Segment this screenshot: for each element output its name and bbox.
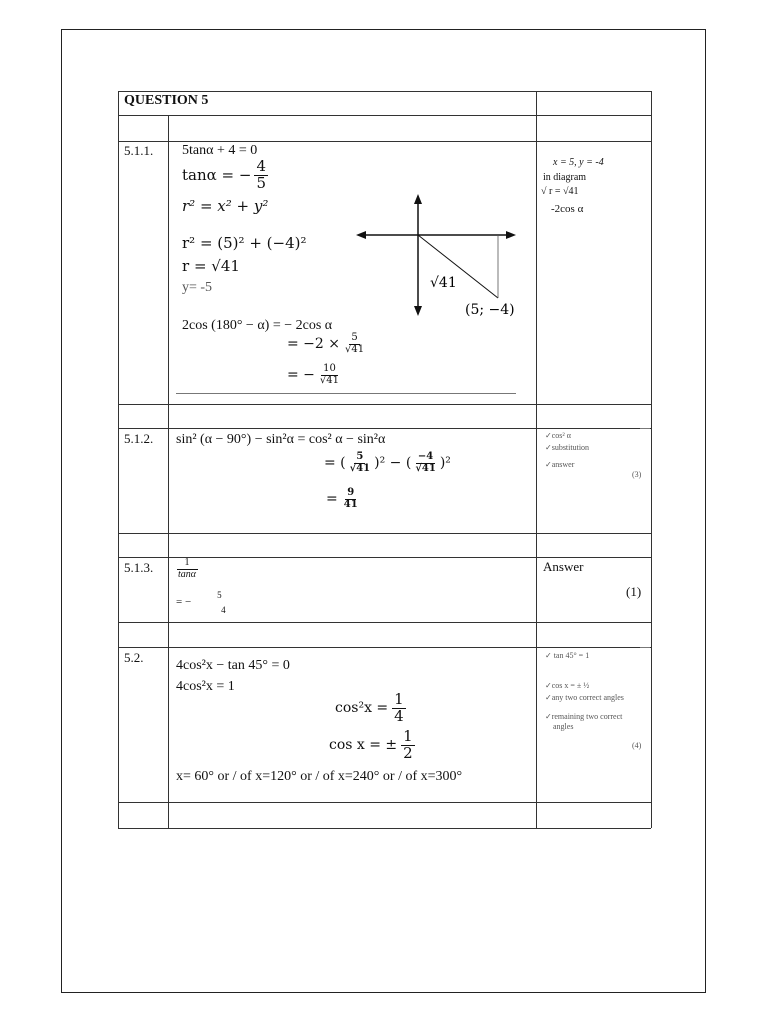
solution-line: 5tanα + 4 = 0 — [182, 143, 258, 158]
solution-line: sin² (α − 90°) − sin²α = cos² α − sin²α — [176, 432, 386, 447]
x-axis-arrow-right — [506, 231, 516, 239]
marks-item: Answer — [543, 559, 584, 574]
point-label: (5; −4) — [465, 302, 515, 318]
scan-artifact-line — [640, 428, 650, 429]
hypotenuse-label: √41 — [430, 275, 457, 291]
table-row-divider — [118, 647, 651, 648]
question-number: 5.2. — [124, 650, 144, 665]
table-row-divider — [118, 802, 651, 803]
solution-line: = $\frac{9}{41}$ — [326, 487, 358, 510]
table-border-bottom — [118, 828, 651, 829]
solution-line: cos²x = $\frac{1}{4}$ — [335, 690, 404, 725]
marks-item: ✓remaining two correct — [545, 712, 623, 721]
solution-line: y= -5 — [182, 280, 213, 295]
solution-line: $\frac{1}{\tan\alpha}$ — [178, 557, 197, 580]
marks-item: in diagram — [543, 172, 587, 183]
cartesian-diagram — [350, 190, 530, 322]
question-number: 5.1.3. — [124, 560, 154, 575]
solution-line: 4cos²x − tan 45° = 0 — [176, 658, 290, 673]
marks-item: ✓cos² α — [545, 431, 571, 440]
question-number: 5.1.1. — [124, 143, 154, 158]
table-row-divider — [118, 533, 651, 534]
solution-line: r² = (5)² + (−4)² — [182, 234, 307, 252]
table-row-divider — [118, 404, 651, 405]
solution-line: = − $\frac{10}{√41}$ — [287, 363, 340, 386]
marks-item: -2cos α — [551, 203, 584, 215]
marks-item: x = 5, y = -4 — [553, 157, 604, 168]
scan-artifact-line — [640, 647, 650, 648]
y-axis-arrow-up — [414, 194, 422, 204]
table-row-divider — [118, 115, 651, 116]
marks-item: ✓substitution — [545, 443, 590, 452]
y-axis-arrow-down — [414, 306, 422, 316]
marks-item: ✓any two correct angles — [545, 693, 624, 702]
table-column-divider — [168, 115, 169, 828]
page-frame — [61, 29, 706, 993]
marks-item: ✓answer — [545, 460, 575, 469]
marks-total: (3) — [632, 470, 642, 479]
solution-line: cos x = ± $\frac{1}{2}$ — [329, 727, 413, 762]
table-row-divider — [118, 141, 651, 142]
marks-item: ✓ tan 45° = 1 — [545, 651, 590, 660]
table-row-divider — [118, 428, 651, 429]
marks-item: √ r = √41 — [541, 186, 579, 197]
solution-line: = − 5 4 — [176, 590, 226, 615]
marks-total: (1) — [626, 584, 642, 599]
x-axis-arrow-left — [356, 231, 366, 239]
table-border-right — [651, 91, 652, 828]
question-number: 5.1.2. — [124, 431, 154, 446]
solution-line: = ( $\frac{5}{√41}$ )² − ( $\frac{-4}{√41}$ )² — [324, 451, 451, 474]
solution-line: r = √41 — [182, 257, 240, 275]
table-row-divider — [118, 622, 651, 623]
table-column-divider — [536, 91, 537, 828]
table-border-left — [118, 91, 119, 828]
solution-line: tanα = − $\frac{4}{5}$ — [182, 157, 266, 192]
separator-line — [176, 393, 516, 394]
solution-line: 2cos (180° − α) = − 2cos α — [182, 318, 333, 333]
marks-item: angles — [553, 722, 574, 731]
table-border-top — [118, 91, 651, 92]
marks-total: (4) — [632, 741, 642, 750]
solution-line: 4cos²x = 1 — [176, 679, 235, 694]
solution-line: = −2 × $\frac{5}{√41}$ — [287, 332, 365, 355]
question-heading: QUESTION 5 — [124, 93, 209, 108]
marks-item: ✓cos x = ± ½ — [545, 681, 590, 690]
solution-line: r² = x² + y² — [182, 197, 269, 215]
solution-line: x= 60° or / of x=120° or / of x=240° or / of x=300° — [176, 769, 463, 784]
